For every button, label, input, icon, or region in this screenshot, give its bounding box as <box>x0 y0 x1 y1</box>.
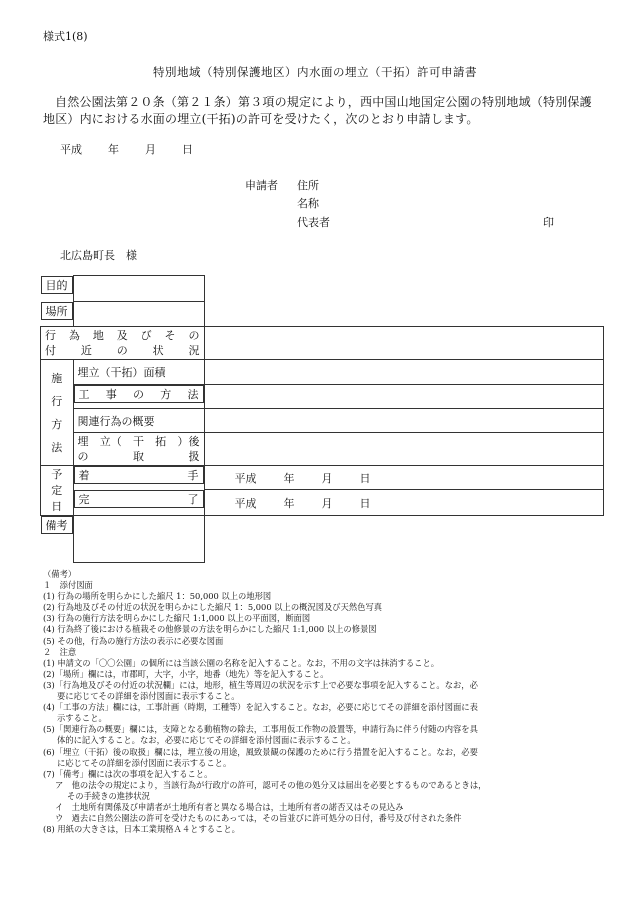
schedule-char-3: 日 <box>51 499 63 513</box>
end-year: 年 <box>283 496 295 510</box>
start-label: 着 手 <box>74 466 204 484</box>
form-number: 様式1(8) <box>43 30 88 43</box>
start-month: 月 <box>321 471 333 485</box>
applicant-label: 申請者 <box>245 179 278 192</box>
end-date-field[interactable] <box>204 490 604 516</box>
note-line: (4)「工事の方法」欄には，工事計画（時期，工種等）を記入すること。なお，必要に応じてその詳細を添付図面に表 <box>43 702 478 713</box>
method-char-2: 行 <box>51 394 63 408</box>
row-construction <box>41 385 604 409</box>
date-month: 月 <box>145 143 156 156</box>
note-line: (8) 用紙の大きさは，日本工業規格Ａ４とすること。 <box>43 824 240 835</box>
date-era: 平成 <box>60 143 82 156</box>
note-line: イ 土地所有関係及び申請者が土地所有者と異なる場合は，土地所有者の諾否又はその見込み <box>55 801 404 812</box>
purpose-label: 目 的 <box>41 276 73 294</box>
row-after-treatment <box>41 433 604 466</box>
row-area <box>41 360 604 385</box>
notes-section <box>43 569 608 835</box>
end-day: 日 <box>359 496 371 510</box>
end-month: 月 <box>321 496 333 510</box>
schedule-group-label <box>41 466 74 516</box>
note-line: (4) 行為終了後における植栽その他修景の方法を明らかにした縮尺 1:1,000 以上の修景図 <box>43 624 377 635</box>
applicant-address-label: 住所 <box>297 179 319 192</box>
note-line: 示すること。 <box>57 713 107 724</box>
applicant-representative-label: 代表者 <box>297 216 330 229</box>
schedule-char-2: 定 <box>51 483 63 497</box>
application-date <box>60 141 193 157</box>
note-line: その手続きの進捗状況 <box>67 790 150 801</box>
construction-label: 工 事 の 方 法 <box>74 385 204 403</box>
addressee: 北広島町長 様 <box>60 249 137 262</box>
method-char-1: 施 <box>51 371 63 385</box>
date-day: 日 <box>182 143 193 156</box>
schedule-char-1: 予 <box>51 467 63 481</box>
note-line: （備考） <box>43 569 77 579</box>
note-line: (7)「備考」欄には次の事項を記入すること。 <box>43 768 213 779</box>
purpose-field[interactable] <box>73 276 204 302</box>
note-line: (5)「関連行為の概要」欄には，支障となる動植物の除去，工事用仮工作物の設置等，申請行為に伴う付随の内容を具 <box>43 724 478 735</box>
note-line: (3)「行為地及びその付近の状況欄」には，地形，植生等周辺の状況を示す上で必要な事項を記入すること。なお，必 <box>43 679 478 690</box>
remarks-field[interactable] <box>73 516 204 563</box>
method-char-3: 方 <box>51 417 63 431</box>
note-line: (5) その他，行為の施行方法の表示に必要な図面 <box>43 635 224 646</box>
row-remarks <box>41 516 604 563</box>
end-label: 完 了 <box>74 490 204 508</box>
site-status-label <box>41 327 205 360</box>
method-char-4: 法 <box>51 440 63 454</box>
note-line: に応じてその詳細を添付図面に表示すること。 <box>57 757 232 768</box>
seal-mark: 印 <box>543 216 554 229</box>
note-line: ウ 過去に自然公園法の許可を受けたものにあっては，その旨並びに許可処分の日付，番号及び付された条件 <box>55 813 462 824</box>
document-title: 特別地域（特別保護地区）内水面の埋立（干拓）許可申請書 <box>153 65 477 79</box>
note-line: (3) 行為の施行方法を明らかにした縮尺 1:1,000 以上の平面図，断面図 <box>43 613 311 624</box>
related-field[interactable] <box>204 409 604 433</box>
row-site-status <box>41 327 604 360</box>
row-place <box>41 302 604 327</box>
application-form-table <box>40 275 604 563</box>
after-treatment-label <box>73 433 204 466</box>
row-purpose <box>41 276 604 302</box>
start-year: 年 <box>283 471 295 485</box>
date-year: 年 <box>108 143 119 156</box>
end-era: 平成 <box>234 496 257 510</box>
note-line: 要に応じてその詳細を添付図面に表示すること。 <box>57 691 240 702</box>
note-line: 体的に記入すること。なお，必要に応じてその詳細を添付図面に表示すること。 <box>57 735 356 746</box>
note-line: (1) 申請文の「〇〇公園」の個所には当該公園の名称を記入すること。なお，不用の文字は抹消すること。 <box>43 657 440 668</box>
start-date-field[interactable] <box>204 466 604 490</box>
after-treatment-label-line2: の 取 扱 <box>77 450 200 463</box>
application-statement: 自然公園法第２０条（第２１条）第３項の規定により，西中国山地国定公園の特別地域（特別保護地区）内における水面の埋立(干拓)の許可を受けたく，次のとおり申請します。 <box>43 95 592 126</box>
note-line: (2)「場所」欄には，市郡町，大字，小字，地番（地先）等を記入すること。 <box>43 668 329 679</box>
note-line: ２ 注意 <box>43 646 77 657</box>
row-start <box>41 466 604 490</box>
applicant-name-label: 名称 <box>297 197 319 210</box>
place-field[interactable] <box>73 302 204 327</box>
row-related <box>41 409 604 433</box>
site-status-label-line1: 行 為 地 及 び そ の <box>45 329 200 342</box>
area-label: 埋立（干拓）面積 <box>73 360 204 385</box>
note-line: １ 添付図面 <box>43 580 93 591</box>
area-field[interactable] <box>204 360 604 385</box>
note-line: (2) 行為地及びその付近の状況を明らかにした縮尺 1：5,000 以上の概況図及び天然色写真 <box>43 602 383 613</box>
remarks-label: 備 考 <box>41 516 73 534</box>
site-status-field[interactable] <box>204 327 604 360</box>
note-line: ア 他の法令の規定により，当該行為が行政庁の許可，認可その他の処分又は届出を必要とするものであるときは， <box>55 779 487 790</box>
row-end <box>41 490 604 516</box>
start-day: 日 <box>359 471 371 485</box>
note-line: (6)「埋立（干拓）後の取扱」欄には，埋立後の用途，風致景観の保護のために行う措置を記入すること。なお，必要 <box>43 746 478 757</box>
after-treatment-label-line1: 埋 立（ 干 拓 ）後 <box>77 435 200 448</box>
note-line: (1) 行為の場所を明らかにした縮尺 1：50,000 以上の地形図 <box>43 591 272 602</box>
place-label: 場 所 <box>41 302 73 320</box>
related-label: 関連行為の概要 <box>73 409 204 433</box>
construction-field[interactable] <box>204 385 604 409</box>
site-status-label-line2: 付 近 の 状 況 <box>45 344 200 357</box>
after-treatment-field[interactable] <box>204 433 604 466</box>
method-group-label <box>41 360 74 466</box>
start-era: 平成 <box>234 471 257 485</box>
